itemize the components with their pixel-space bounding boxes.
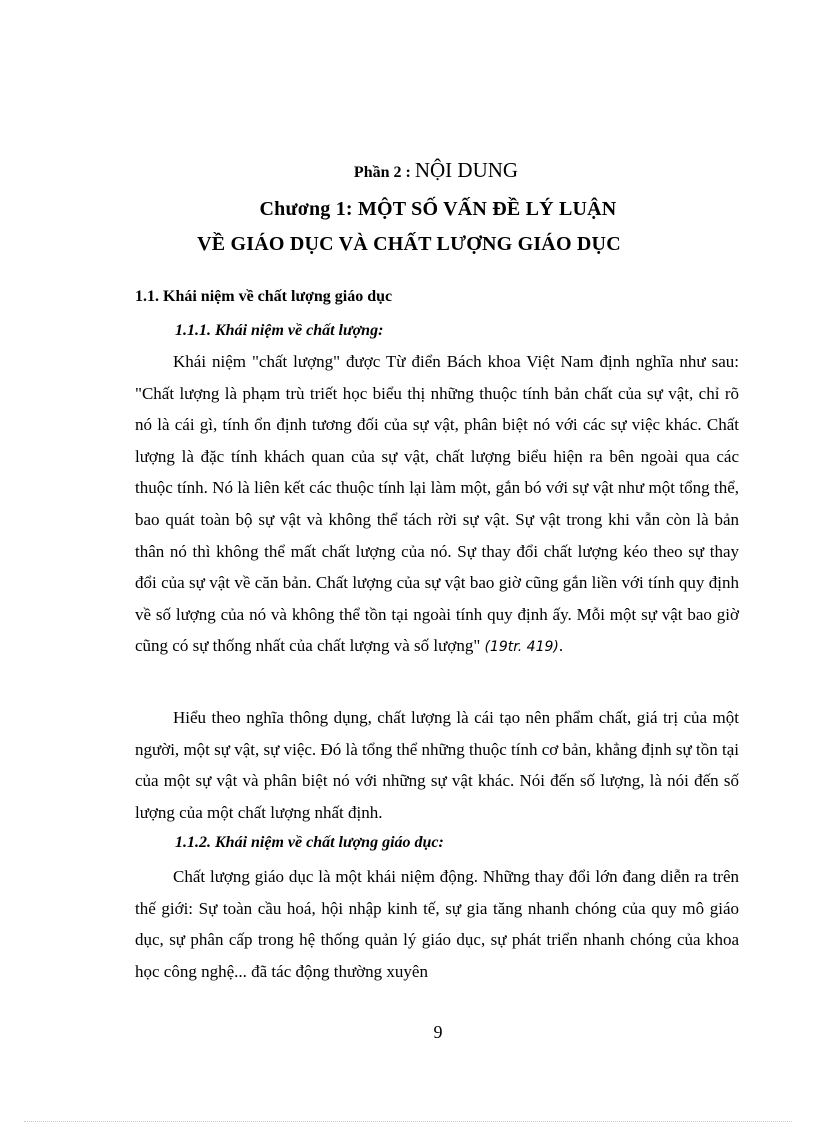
chapter-title-line-2: VỀ GIÁO DỤC VÀ CHẤT LƯỢNG GIÁO DỤC [197,233,621,255]
section-heading: 1.1. Khái niệm về chất lượng giáo dục [135,288,393,305]
paragraph-text: Khái niệm "chất lượng" được Từ điển Bách khoa Việt Nam định nghĩa như sau: "Chất lượng là phạm trù triết học biểu thị những thuộc tính bản chất của sự vật, chỉ rõ nó là cái gì, tính ổn định tương đối của sự vật, phân biệt nó với các sự việc khác. Chất lượng là đặc tính khách quan của sự vật, chất lượng biểu hiện ra bên ngoài qua các thuộc tính. Nó là liên kết các thuộc tính lại làm một, gắn bó với sự vật như một tổng thể, bao quát toàn bộ sự vật và không thể tách rời sự vật. Sự vật trong khi vẫn còn là bản thân nó thì không thể mất chất lượng của nó. Sự thay đổi chất lượng kéo theo sự thay đổi của sự vật về căn bản. Chất lượng của sự vật bao giờ cũng gắn liền với tính quy định về số lượng của nó và không thể tồn tại ngoài tính quy định ấy. Mỗi một sự vật bao giờ cũng có sự thống nhất của chất lượng và số lượng" [135,352,739,656]
paragraph-end: . [558,636,564,656]
page-number: 9 [433,1022,443,1042]
chapter-title-line-1: Chương 1: MỘT SỐ VẤN ĐỀ LÝ LUẬN [259,198,617,220]
paragraph: Hiểu theo nghĩa thông dụng, chất lượng là cái tạo nên phẩm chất, giá trị của một người, một sự vật, sự việc. Đó là tổng thể những thuộc tính cơ bản, khẳng định sự tồn tại của một sự vật và phân biệt nó với những sự vật khác. Nói đến số lượng, là nói đến số lượng của một chất lượng nhất định. [135,708,739,822]
page-bottom-divider [24,1121,792,1122]
part-title: NỘI DUNG [414,158,519,182]
subsection-heading: 1.1.1. Khái niệm về chất lượng: [175,322,384,339]
paragraph: Chất lượng giáo dục là một khái niệm động. Những thay đổi lớn đang diễn ra trên thế giới: Sự toàn cầu hoá, hội nhập kinh tế, sự gia tăng nhanh chóng của quy mô giáo dục, sự phân cấp trong hệ thống quản lý giáo dục, sự phát triển nhanh chóng của khoa học công nghệ... đã tác động thường xuyên [135,867,739,981]
part-prefix: Phần 2 : [353,164,411,181]
citation: (19tr. 419) [484,639,559,656]
part-heading [0,158,816,183]
paragraph [135,346,739,664]
subsection-heading: 1.1.2. Khái niệm về chất lượng giáo dục: [175,834,444,851]
